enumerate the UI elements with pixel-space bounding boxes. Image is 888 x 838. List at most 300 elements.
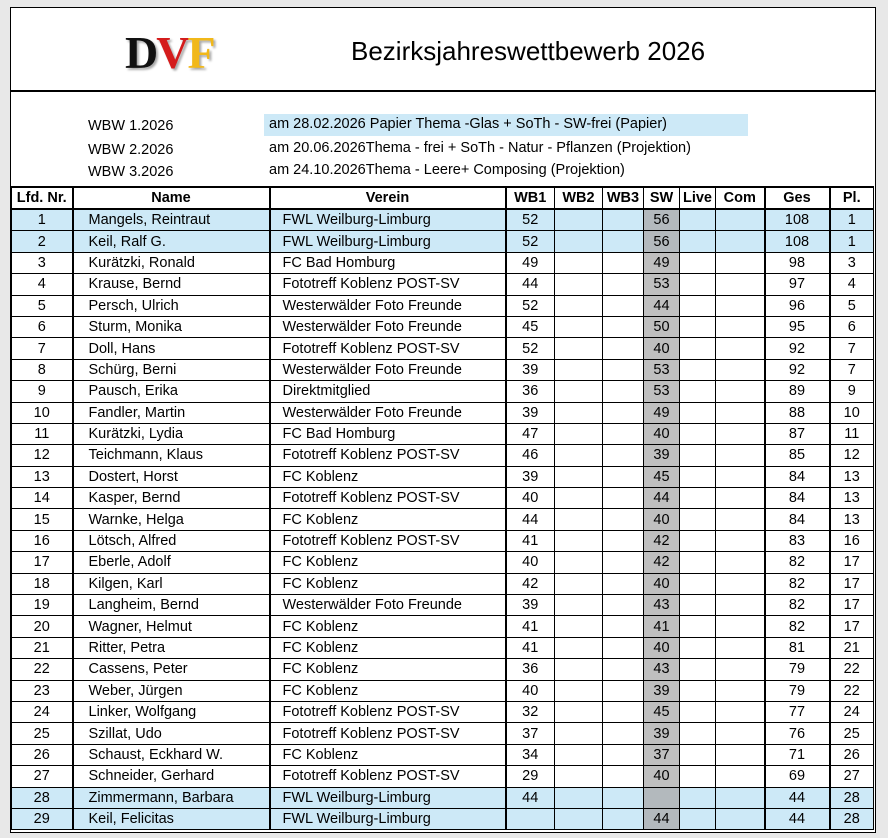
- cell-live[interactable]: [680, 274, 716, 295]
- column-header-platz[interactable]: Pl.: [830, 187, 874, 209]
- cell-sw[interactable]: [644, 787, 680, 808]
- cell-wb3[interactable]: [603, 423, 644, 444]
- cell-name[interactable]: Wagner, Helmut: [73, 616, 270, 637]
- cell-name[interactable]: Szillat, Udo: [73, 723, 270, 744]
- cell-name[interactable]: Ritter, Petra: [73, 637, 270, 658]
- column-header-nr[interactable]: Lfd. Nr.: [12, 187, 73, 209]
- cell-nr[interactable]: 5: [12, 295, 73, 316]
- cell-live[interactable]: [680, 402, 716, 423]
- cell-name[interactable]: Kurätzki, Ronald: [73, 252, 270, 273]
- cell-verein[interactable]: Westerwälder Foto Freunde: [270, 359, 506, 380]
- table-row[interactable]: [12, 680, 874, 701]
- cell-platz[interactable]: 27: [830, 766, 874, 787]
- cell-name[interactable]: Lötsch, Alfred: [73, 530, 270, 551]
- cell-com[interactable]: [716, 680, 765, 701]
- table-row[interactable]: [12, 637, 874, 658]
- cell-platz[interactable]: 24: [830, 701, 874, 722]
- cell-platz[interactable]: 7: [830, 338, 874, 359]
- cell-nr[interactable]: 8: [12, 359, 73, 380]
- cell-sw[interactable]: 53: [644, 274, 680, 295]
- cell-wb2[interactable]: [555, 466, 603, 487]
- cell-ges[interactable]: 82: [765, 595, 830, 616]
- cell-platz[interactable]: 16: [830, 530, 874, 551]
- cell-wb3[interactable]: [603, 466, 644, 487]
- cell-com[interactable]: [716, 338, 765, 359]
- table-row[interactable]: [12, 509, 874, 530]
- cell-wb1[interactable]: 49: [506, 252, 555, 273]
- cell-nr[interactable]: 21: [12, 637, 73, 658]
- cell-live[interactable]: [680, 509, 716, 530]
- cell-name[interactable]: Schneider, Gerhard: [73, 766, 270, 787]
- cell-sw[interactable]: 44: [644, 808, 680, 829]
- cell-platz[interactable]: 1: [830, 209, 874, 231]
- cell-sw[interactable]: 53: [644, 359, 680, 380]
- cell-verein[interactable]: FWL Weilburg-Limburg: [270, 209, 506, 231]
- cell-com[interactable]: [716, 552, 765, 573]
- cell-nr[interactable]: 20: [12, 616, 73, 637]
- cell-platz[interactable]: 26: [830, 744, 874, 765]
- cell-platz[interactable]: 17: [830, 595, 874, 616]
- table-row[interactable]: [12, 381, 874, 402]
- table-row[interactable]: [12, 209, 874, 231]
- cell-com[interactable]: [716, 573, 765, 594]
- cell-ges[interactable]: 82: [765, 616, 830, 637]
- cell-name[interactable]: Kasper, Bernd: [73, 488, 270, 509]
- cell-com[interactable]: [716, 595, 765, 616]
- cell-wb1[interactable]: 47: [506, 423, 555, 444]
- cell-nr[interactable]: 11: [12, 423, 73, 444]
- cell-live[interactable]: [680, 488, 716, 509]
- cell-platz[interactable]: 17: [830, 552, 874, 573]
- table-row[interactable]: [12, 616, 874, 637]
- cell-wb1[interactable]: 52: [506, 209, 555, 231]
- cell-wb1[interactable]: 32: [506, 701, 555, 722]
- cell-com[interactable]: [716, 466, 765, 487]
- cell-wb2[interactable]: [555, 787, 603, 808]
- cell-ges[interactable]: 88: [765, 402, 830, 423]
- cell-wb3[interactable]: [603, 530, 644, 551]
- cell-ges[interactable]: 92: [765, 359, 830, 380]
- cell-sw[interactable]: 45: [644, 466, 680, 487]
- cell-platz[interactable]: 22: [830, 659, 874, 680]
- cell-ges[interactable]: 76: [765, 723, 830, 744]
- cell-verein[interactable]: FWL Weilburg-Limburg: [270, 231, 506, 252]
- cell-live[interactable]: [680, 744, 716, 765]
- cell-verein[interactable]: FWL Weilburg-Limburg: [270, 808, 506, 829]
- cell-nr[interactable]: 28: [12, 787, 73, 808]
- cell-com[interactable]: [716, 295, 765, 316]
- cell-platz[interactable]: 22: [830, 680, 874, 701]
- cell-wb2[interactable]: [555, 637, 603, 658]
- table-row[interactable]: [12, 466, 874, 487]
- cell-live[interactable]: [680, 338, 716, 359]
- cell-live[interactable]: [680, 209, 716, 231]
- cell-verein[interactable]: Fototreff Koblenz POST-SV: [270, 766, 506, 787]
- cell-verein[interactable]: Fototreff Koblenz POST-SV: [270, 701, 506, 722]
- cell-platz[interactable]: 4: [830, 274, 874, 295]
- cell-ges[interactable]: 84: [765, 466, 830, 487]
- cell-wb3[interactable]: [603, 359, 644, 380]
- cell-platz[interactable]: 11: [830, 423, 874, 444]
- cell-wb1[interactable]: 39: [506, 402, 555, 423]
- cell-wb3[interactable]: [603, 659, 644, 680]
- cell-wb3[interactable]: [603, 295, 644, 316]
- cell-nr[interactable]: 14: [12, 488, 73, 509]
- cell-platz[interactable]: 13: [830, 488, 874, 509]
- cell-name[interactable]: Cassens, Peter: [73, 659, 270, 680]
- cell-sw[interactable]: 40: [644, 637, 680, 658]
- cell-live[interactable]: [680, 637, 716, 658]
- cell-name[interactable]: Kilgen, Karl: [73, 573, 270, 594]
- cell-wb2[interactable]: [555, 659, 603, 680]
- cell-wb3[interactable]: [603, 552, 644, 573]
- cell-sw[interactable]: 40: [644, 573, 680, 594]
- cell-com[interactable]: [716, 381, 765, 402]
- cell-com[interactable]: [716, 701, 765, 722]
- cell-verein[interactable]: Fototreff Koblenz POST-SV: [270, 274, 506, 295]
- cell-name[interactable]: Kurätzki, Lydia: [73, 423, 270, 444]
- table-row[interactable]: [12, 659, 874, 680]
- table-row[interactable]: [12, 359, 874, 380]
- cell-wb2[interactable]: [555, 723, 603, 744]
- cell-live[interactable]: [680, 595, 716, 616]
- cell-wb2[interactable]: [555, 252, 603, 273]
- table-row[interactable]: [12, 787, 874, 808]
- cell-com[interactable]: [716, 423, 765, 444]
- cell-com[interactable]: [716, 402, 765, 423]
- cell-platz[interactable]: 9: [830, 381, 874, 402]
- cell-wb3[interactable]: [603, 616, 644, 637]
- cell-wb1[interactable]: 39: [506, 595, 555, 616]
- cell-verein[interactable]: Fototreff Koblenz POST-SV: [270, 723, 506, 744]
- cell-verein[interactable]: FC Koblenz: [270, 680, 506, 701]
- cell-platz[interactable]: 17: [830, 616, 874, 637]
- cell-ges[interactable]: 97: [765, 274, 830, 295]
- cell-sw[interactable]: 43: [644, 595, 680, 616]
- cell-wb3[interactable]: [603, 573, 644, 594]
- cell-nr[interactable]: 17: [12, 552, 73, 573]
- cell-wb2[interactable]: [555, 231, 603, 252]
- table-row[interactable]: [12, 488, 874, 509]
- cell-live[interactable]: [680, 295, 716, 316]
- cell-platz[interactable]: 25: [830, 723, 874, 744]
- table-row[interactable]: [12, 723, 874, 744]
- column-header-wb2[interactable]: WB2: [555, 187, 603, 209]
- cell-wb2[interactable]: [555, 680, 603, 701]
- cell-wb2[interactable]: [555, 316, 603, 337]
- cell-com[interactable]: [716, 659, 765, 680]
- cell-wb3[interactable]: [603, 402, 644, 423]
- cell-nr[interactable]: 3: [12, 252, 73, 273]
- cell-platz[interactable]: 13: [830, 509, 874, 530]
- table-row[interactable]: [12, 402, 874, 423]
- cell-verein[interactable]: FC Koblenz: [270, 509, 506, 530]
- cell-ges[interactable]: 84: [765, 488, 830, 509]
- cell-sw[interactable]: 53: [644, 381, 680, 402]
- cell-name[interactable]: Schürg, Berni: [73, 359, 270, 380]
- table-row[interactable]: [12, 423, 874, 444]
- cell-wb1[interactable]: 41: [506, 637, 555, 658]
- cell-wb2[interactable]: [555, 381, 603, 402]
- cell-verein[interactable]: FC Koblenz: [270, 552, 506, 573]
- cell-sw[interactable]: 40: [644, 509, 680, 530]
- cell-nr[interactable]: 26: [12, 744, 73, 765]
- cell-wb2[interactable]: [555, 766, 603, 787]
- cell-ges[interactable]: 69: [765, 766, 830, 787]
- cell-live[interactable]: [680, 381, 716, 402]
- cell-ges[interactable]: 108: [765, 209, 830, 231]
- cell-live[interactable]: [680, 316, 716, 337]
- cell-com[interactable]: [716, 787, 765, 808]
- cell-name[interactable]: Fandler, Martin: [73, 402, 270, 423]
- cell-live[interactable]: [680, 423, 716, 444]
- cell-sw[interactable]: 40: [644, 766, 680, 787]
- cell-com[interactable]: [716, 274, 765, 295]
- cell-ges[interactable]: 84: [765, 509, 830, 530]
- cell-nr[interactable]: 22: [12, 659, 73, 680]
- cell-ges[interactable]: 83: [765, 530, 830, 551]
- cell-sw[interactable]: 49: [644, 402, 680, 423]
- cell-wb1[interactable]: 40: [506, 680, 555, 701]
- table-row[interactable]: [12, 252, 874, 273]
- cell-sw[interactable]: 37: [644, 744, 680, 765]
- column-header-wb3[interactable]: WB3: [603, 187, 644, 209]
- cell-ges[interactable]: 71: [765, 744, 830, 765]
- cell-wb3[interactable]: [603, 231, 644, 252]
- cell-live[interactable]: [680, 573, 716, 594]
- cell-wb3[interactable]: [603, 445, 644, 466]
- cell-nr[interactable]: 13: [12, 466, 73, 487]
- cell-live[interactable]: [680, 723, 716, 744]
- cell-nr[interactable]: 24: [12, 701, 73, 722]
- cell-wb1[interactable]: 40: [506, 552, 555, 573]
- cell-nr[interactable]: 27: [12, 766, 73, 787]
- cell-live[interactable]: [680, 659, 716, 680]
- cell-ges[interactable]: 95: [765, 316, 830, 337]
- cell-com[interactable]: [716, 766, 765, 787]
- cell-wb1[interactable]: 41: [506, 530, 555, 551]
- cell-name[interactable]: Teichmann, Klaus: [73, 445, 270, 466]
- cell-wb2[interactable]: [555, 744, 603, 765]
- cell-name[interactable]: Krause, Bernd: [73, 274, 270, 295]
- cell-verein[interactable]: FC Koblenz: [270, 573, 506, 594]
- cell-nr[interactable]: 25: [12, 723, 73, 744]
- cell-nr[interactable]: 29: [12, 808, 73, 829]
- cell-wb2[interactable]: [555, 274, 603, 295]
- cell-wb1[interactable]: 52: [506, 338, 555, 359]
- cell-name[interactable]: Schaust, Eckhard W.: [73, 744, 270, 765]
- cell-wb1[interactable]: 29: [506, 766, 555, 787]
- cell-live[interactable]: [680, 680, 716, 701]
- cell-wb1[interactable]: 46: [506, 445, 555, 466]
- cell-nr[interactable]: 9: [12, 381, 73, 402]
- cell-verein[interactable]: FC Koblenz: [270, 637, 506, 658]
- column-header-name[interactable]: Name: [73, 187, 270, 209]
- cell-wb3[interactable]: [603, 808, 644, 829]
- cell-ges[interactable]: 98: [765, 252, 830, 273]
- cell-name[interactable]: Zimmermann, Barbara: [73, 787, 270, 808]
- cell-wb3[interactable]: [603, 488, 644, 509]
- cell-verein[interactable]: FWL Weilburg-Limburg: [270, 787, 506, 808]
- cell-platz[interactable]: 10: [830, 402, 874, 423]
- cell-wb3[interactable]: [603, 723, 644, 744]
- cell-name[interactable]: Keil, Ralf G.: [73, 231, 270, 252]
- cell-verein[interactable]: Direktmitglied: [270, 381, 506, 402]
- cell-wb1[interactable]: 44: [506, 787, 555, 808]
- cell-wb1[interactable]: [506, 808, 555, 829]
- cell-ges[interactable]: 89: [765, 381, 830, 402]
- cell-sw[interactable]: 56: [644, 209, 680, 231]
- cell-wb3[interactable]: [603, 701, 644, 722]
- cell-com[interactable]: [716, 808, 765, 829]
- cell-wb1[interactable]: 40: [506, 488, 555, 509]
- column-header-ges[interactable]: Ges: [765, 187, 830, 209]
- cell-nr[interactable]: 23: [12, 680, 73, 701]
- cell-verein[interactable]: Fototreff Koblenz POST-SV: [270, 530, 506, 551]
- cell-nr[interactable]: 16: [12, 530, 73, 551]
- cell-wb1[interactable]: 36: [506, 381, 555, 402]
- cell-wb1[interactable]: 44: [506, 274, 555, 295]
- cell-wb1[interactable]: 36: [506, 659, 555, 680]
- cell-wb2[interactable]: [555, 808, 603, 829]
- cell-com[interactable]: [716, 530, 765, 551]
- cell-com[interactable]: [716, 252, 765, 273]
- cell-wb2[interactable]: [555, 530, 603, 551]
- cell-wb1[interactable]: 42: [506, 573, 555, 594]
- cell-name[interactable]: Keil, Felicitas: [73, 808, 270, 829]
- cell-com[interactable]: [716, 637, 765, 658]
- cell-live[interactable]: [680, 766, 716, 787]
- cell-wb3[interactable]: [603, 381, 644, 402]
- cell-ges[interactable]: 77: [765, 701, 830, 722]
- cell-wb1[interactable]: 39: [506, 359, 555, 380]
- cell-sw[interactable]: 39: [644, 723, 680, 744]
- cell-wb3[interactable]: [603, 787, 644, 808]
- cell-sw[interactable]: 49: [644, 252, 680, 273]
- cell-sw[interactable]: 45: [644, 701, 680, 722]
- cell-sw[interactable]: 42: [644, 530, 680, 551]
- cell-com[interactable]: [716, 209, 765, 231]
- cell-name[interactable]: Langheim, Bernd: [73, 595, 270, 616]
- cell-ges[interactable]: 82: [765, 573, 830, 594]
- cell-wb2[interactable]: [555, 209, 603, 231]
- cell-wb2[interactable]: [555, 338, 603, 359]
- cell-name[interactable]: Persch, Ulrich: [73, 295, 270, 316]
- cell-sw[interactable]: 42: [644, 552, 680, 573]
- cell-live[interactable]: [680, 787, 716, 808]
- cell-name[interactable]: Mangels, Reintraut: [73, 209, 270, 231]
- cell-platz[interactable]: 17: [830, 573, 874, 594]
- table-row[interactable]: [12, 701, 874, 722]
- cell-com[interactable]: [716, 445, 765, 466]
- cell-wb2[interactable]: [555, 359, 603, 380]
- cell-wb3[interactable]: [603, 595, 644, 616]
- column-header-com[interactable]: Com: [716, 187, 765, 209]
- cell-sw[interactable]: 56: [644, 231, 680, 252]
- cell-wb2[interactable]: [555, 488, 603, 509]
- cell-com[interactable]: [716, 723, 765, 744]
- cell-platz[interactable]: 3: [830, 252, 874, 273]
- cell-wb2[interactable]: [555, 423, 603, 444]
- cell-name[interactable]: Sturm, Monika: [73, 316, 270, 337]
- cell-live[interactable]: [680, 552, 716, 573]
- cell-live[interactable]: [680, 466, 716, 487]
- cell-wb2[interactable]: [555, 552, 603, 573]
- cell-ges[interactable]: 108: [765, 231, 830, 252]
- cell-wb2[interactable]: [555, 616, 603, 637]
- cell-wb3[interactable]: [603, 252, 644, 273]
- cell-wb3[interactable]: [603, 744, 644, 765]
- cell-sw[interactable]: 44: [644, 295, 680, 316]
- cell-wb2[interactable]: [555, 595, 603, 616]
- cell-verein[interactable]: FC Bad Homburg: [270, 423, 506, 444]
- cell-sw[interactable]: 40: [644, 423, 680, 444]
- cell-verein[interactable]: FC Koblenz: [270, 466, 506, 487]
- cell-sw[interactable]: 41: [644, 616, 680, 637]
- cell-wb1[interactable]: 45: [506, 316, 555, 337]
- table-row[interactable]: [12, 573, 874, 594]
- cell-platz[interactable]: 13: [830, 466, 874, 487]
- cell-sw[interactable]: 43: [644, 659, 680, 680]
- cell-name[interactable]: Eberle, Adolf: [73, 552, 270, 573]
- cell-nr[interactable]: 15: [12, 509, 73, 530]
- cell-name[interactable]: Dostert, Horst: [73, 466, 270, 487]
- cell-wb2[interactable]: [555, 509, 603, 530]
- cell-live[interactable]: [680, 445, 716, 466]
- cell-wb3[interactable]: [603, 209, 644, 231]
- cell-wb3[interactable]: [603, 316, 644, 337]
- cell-nr[interactable]: 6: [12, 316, 73, 337]
- cell-ges[interactable]: 79: [765, 680, 830, 701]
- cell-live[interactable]: [680, 616, 716, 637]
- column-header-verein[interactable]: Verein: [270, 187, 506, 209]
- cell-live[interactable]: [680, 530, 716, 551]
- cell-platz[interactable]: 28: [830, 787, 874, 808]
- cell-ges[interactable]: 44: [765, 808, 830, 829]
- table-row[interactable]: [12, 231, 874, 252]
- cell-wb1[interactable]: 44: [506, 509, 555, 530]
- cell-live[interactable]: [680, 359, 716, 380]
- table-row[interactable]: [12, 316, 874, 337]
- cell-name[interactable]: Doll, Hans: [73, 338, 270, 359]
- cell-verein[interactable]: FC Koblenz: [270, 744, 506, 765]
- cell-name[interactable]: Weber, Jürgen: [73, 680, 270, 701]
- cell-wb3[interactable]: [603, 680, 644, 701]
- cell-com[interactable]: [716, 744, 765, 765]
- cell-wb2[interactable]: [555, 295, 603, 316]
- cell-live[interactable]: [680, 252, 716, 273]
- cell-wb2[interactable]: [555, 573, 603, 594]
- cell-verein[interactable]: FC Koblenz: [270, 616, 506, 637]
- cell-ges[interactable]: 96: [765, 295, 830, 316]
- cell-com[interactable]: [716, 359, 765, 380]
- cell-wb3[interactable]: [603, 274, 644, 295]
- table-row[interactable]: [12, 595, 874, 616]
- cell-platz[interactable]: 1: [830, 231, 874, 252]
- cell-ges[interactable]: 44: [765, 787, 830, 808]
- cell-wb1[interactable]: 52: [506, 295, 555, 316]
- cell-ges[interactable]: 81: [765, 637, 830, 658]
- cell-name[interactable]: Warnke, Helga: [73, 509, 270, 530]
- table-row[interactable]: [12, 766, 874, 787]
- cell-name[interactable]: Linker, Wolfgang: [73, 701, 270, 722]
- cell-name[interactable]: Pausch, Erika: [73, 381, 270, 402]
- column-header-live[interactable]: Live: [680, 187, 716, 209]
- cell-ges[interactable]: 82: [765, 552, 830, 573]
- cell-nr[interactable]: 10: [12, 402, 73, 423]
- cell-com[interactable]: [716, 509, 765, 530]
- cell-platz[interactable]: 12: [830, 445, 874, 466]
